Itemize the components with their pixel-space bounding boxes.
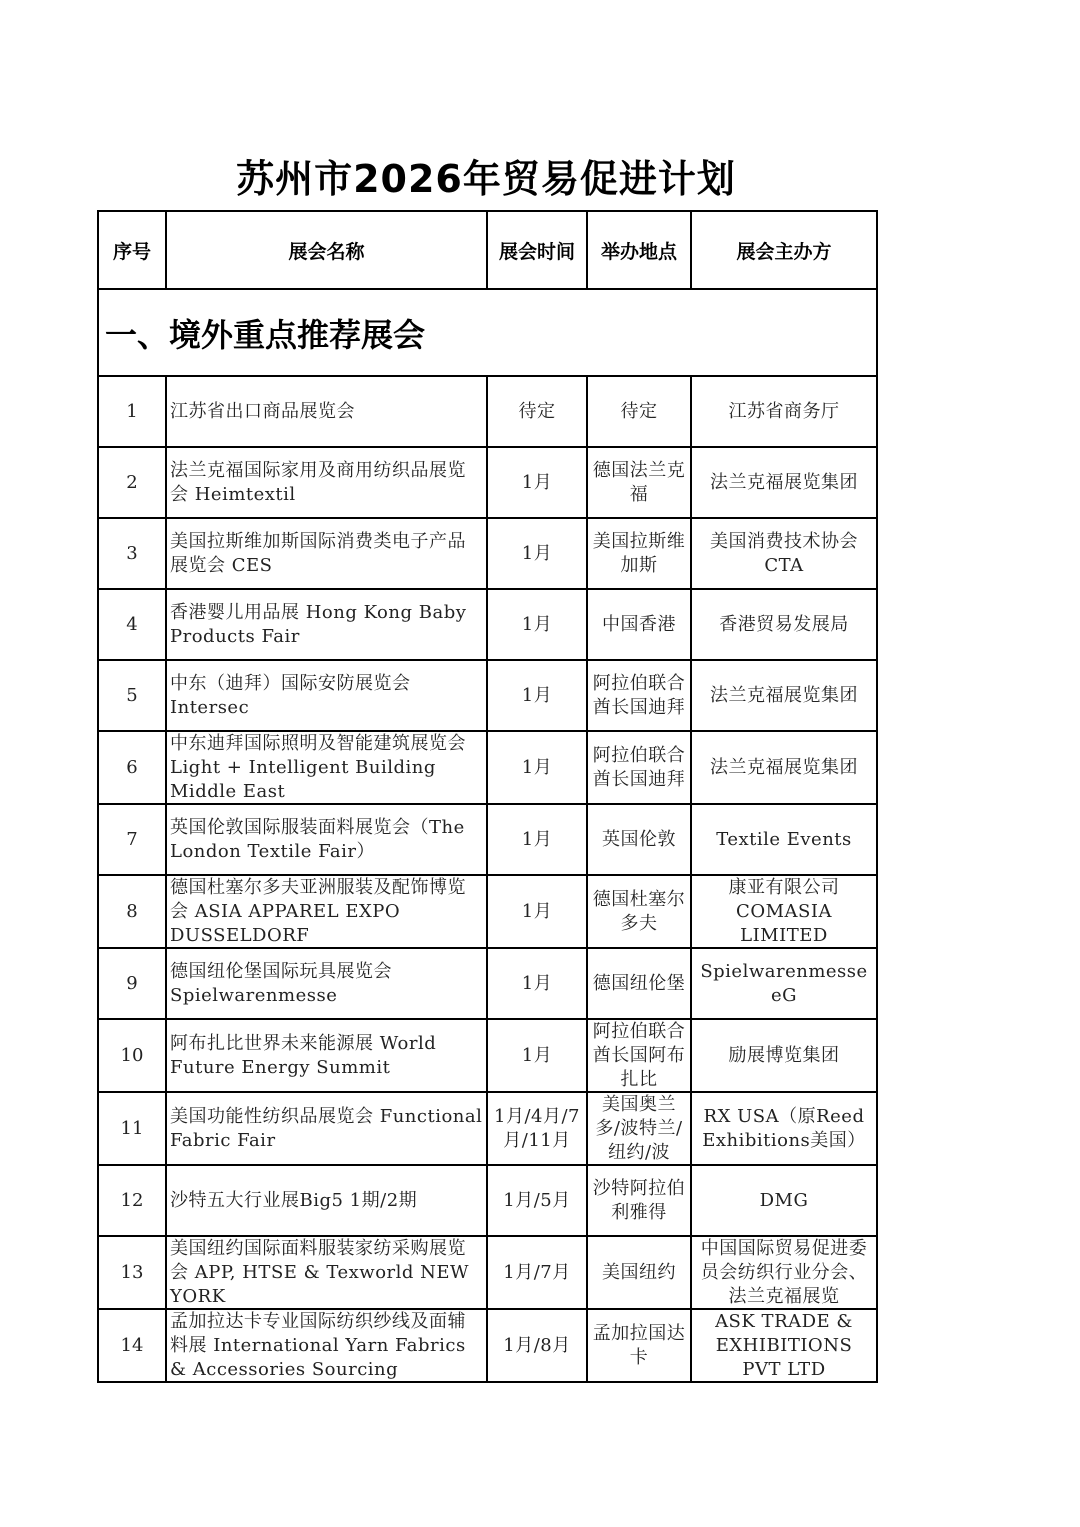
table-row	[98, 1309, 877, 1382]
fair-time: 1月	[521, 828, 553, 850]
fair-name-cell	[166, 731, 487, 804]
table-row	[98, 1165, 877, 1236]
fair-name: 德国纽伦堡国际玩具展览会 Spielwarenmesse	[170, 960, 392, 1006]
fair-location: 阿拉伯联合酋长国阿布扎比	[592, 1021, 686, 1090]
fair-name-cell	[166, 948, 487, 1019]
trade-fair-table	[97, 210, 878, 1383]
fair-location-cell	[587, 731, 691, 804]
fair-organizer: 香港贸易发展局	[719, 613, 849, 635]
fair-time-cell	[487, 731, 587, 804]
page-title: 苏州市2026年贸易促进计划	[236, 157, 736, 201]
row-number-cell: 10	[98, 1019, 166, 1092]
fair-time: 1月	[521, 471, 553, 493]
table-row	[98, 589, 877, 660]
table-row	[98, 518, 877, 589]
fair-name: 法兰克福国际家用及商用纺织品展览会 Heimtextil	[170, 459, 466, 505]
fair-name-cell	[166, 447, 487, 518]
table-row	[98, 948, 877, 1019]
row-number-cell: 1	[98, 376, 166, 447]
fair-time: 1月	[521, 972, 553, 994]
header-organizer: 展会主办方	[691, 211, 877, 289]
fair-organizer: Textile Events	[716, 828, 852, 850]
fair-location-cell	[587, 518, 691, 589]
fair-organizer: 法兰克福展览集团	[710, 471, 858, 493]
fair-time: 1月	[521, 684, 553, 706]
fair-organizer: 江苏省商务厅	[728, 400, 840, 422]
fair-location-cell	[587, 589, 691, 660]
fair-time-cell	[487, 518, 587, 589]
row-number-cell: 12	[98, 1165, 166, 1236]
table-row	[98, 1092, 877, 1165]
row-number-cell: 13	[98, 1236, 166, 1309]
fair-name-cell	[166, 376, 487, 447]
row-number-cell: 14	[98, 1309, 166, 1382]
fair-organizer: 励展博览集团	[728, 1044, 840, 1066]
fair-time: 1月	[521, 900, 553, 922]
fair-time-cell	[487, 1236, 587, 1309]
row-number-cell: 3	[98, 518, 166, 589]
fair-organizer-cell	[691, 948, 877, 1019]
fair-name-cell	[166, 804, 487, 875]
fair-name: 江苏省出口商品展览会	[170, 400, 355, 422]
fair-name: 美国纽约国际面料服装家纺采购展览会 APP, HTSE & Texworld NEW YORK	[170, 1238, 470, 1307]
fair-location: 孟加拉国达卡	[592, 1322, 686, 1368]
row-number-cell: 7	[98, 804, 166, 875]
fair-time: 1月/8月	[503, 1334, 571, 1356]
fair-location: 阿拉伯联合酋长国迪拜	[592, 744, 686, 790]
fair-location: 英国伦敦	[602, 828, 676, 850]
fair-name: 阿布扎比世界未来能源展 World Future Energy Summit	[170, 1032, 437, 1078]
table-header-row	[98, 211, 877, 289]
fair-name: 美国功能性纺织品展览会 Functional Fabric Fair	[170, 1105, 483, 1151]
section-heading: 一、境外重点推荐展会	[98, 289, 877, 376]
fair-time-cell	[487, 376, 587, 447]
table-row	[98, 1236, 877, 1309]
row-number-cell: 2	[98, 447, 166, 518]
fair-time-cell	[487, 804, 587, 875]
fair-name-cell	[166, 1236, 487, 1309]
fair-organizer-cell	[691, 1092, 877, 1165]
fair-location: 中国香港	[602, 613, 676, 635]
fair-organizer: 康亚有限公司 COMASIA LIMITED	[728, 877, 840, 946]
fair-organizer: 美国消费技术协会CTA	[710, 530, 858, 576]
fair-organizer: 中国国际贸易促进委员会纺织行业分会、法兰克福展览	[700, 1238, 868, 1307]
table-row	[98, 875, 877, 948]
fair-location: 德国法兰克福	[592, 459, 686, 505]
fair-location-cell	[587, 1309, 691, 1382]
fair-location-cell	[587, 376, 691, 447]
fair-name: 中东（迪拜）国际安防展览会 Intersec	[170, 672, 411, 718]
fair-location: 美国拉斯维加斯	[592, 530, 686, 576]
fair-organizer-cell	[691, 518, 877, 589]
table-row	[98, 804, 877, 875]
fair-organizer-cell	[691, 1165, 877, 1236]
row-number-cell: 11	[98, 1092, 166, 1165]
fair-time-cell	[487, 948, 587, 1019]
table-row	[98, 660, 877, 731]
fair-organizer-cell	[691, 1236, 877, 1309]
fair-organizer: DMG	[759, 1189, 809, 1211]
fair-name-cell	[166, 518, 487, 589]
fair-time-cell	[487, 1165, 587, 1236]
fair-time-cell	[487, 875, 587, 948]
fair-location: 德国杜塞尔多夫	[592, 888, 686, 934]
header-time: 展会时间	[487, 211, 587, 289]
fair-organizer: ASK TRADE & EXHIBITIONS PVT LTD	[715, 1311, 853, 1380]
fair-location-cell	[587, 660, 691, 731]
fair-organizer-cell	[691, 731, 877, 804]
fair-name: 美国拉斯维加斯国际消费类电子产品展览会 CES	[170, 530, 466, 576]
fair-time-cell	[487, 447, 587, 518]
fair-time-cell	[487, 1092, 587, 1165]
fair-time: 1月/5月	[503, 1189, 571, 1211]
fair-location-cell	[587, 447, 691, 518]
fair-location-cell	[587, 948, 691, 1019]
table-row	[98, 447, 877, 518]
fair-time-cell	[487, 1019, 587, 1092]
fair-location: 德国纽伦堡	[592, 972, 686, 994]
fair-organizer: Spielwarenmesse eG	[700, 960, 868, 1006]
fair-time: 1月	[521, 613, 553, 635]
fair-time: 1月	[521, 756, 553, 778]
fair-organizer: RX USA（原Reed Exhibitions美国）	[702, 1105, 866, 1151]
fair-name: 香港婴儿用品展 Hong Kong Baby Products Fair	[170, 601, 467, 647]
fair-name-cell	[166, 660, 487, 731]
fair-organizer-cell	[691, 875, 877, 948]
fair-name-cell	[166, 875, 487, 948]
row-number-cell: 5	[98, 660, 166, 731]
fair-time-cell	[487, 660, 587, 731]
fair-organizer: 法兰克福展览集团	[710, 756, 858, 778]
fair-time: 待定	[518, 400, 556, 422]
fair-organizer-cell	[691, 376, 877, 447]
fair-name: 德国杜塞尔多夫亚洲服装及配饰博览会 ASIA APPAREL EXPO DUSSELDORF	[170, 877, 466, 946]
fair-name-cell	[166, 1309, 487, 1382]
fair-organizer-cell	[691, 589, 877, 660]
fair-location-cell	[587, 804, 691, 875]
fair-location-cell	[587, 1019, 691, 1092]
fair-name: 孟加拉达卡专业国际纺织纱线及面辅料展 International Yarn Fabrics & Accessories Sourcing	[170, 1311, 466, 1380]
row-number-cell: 8	[98, 875, 166, 948]
fair-time-cell	[487, 589, 587, 660]
header-location: 举办地点	[587, 211, 691, 289]
row-number-cell: 9	[98, 948, 166, 1019]
header-no: 序号	[98, 211, 166, 289]
table-row	[98, 1019, 877, 1092]
fair-location-cell	[587, 1236, 691, 1309]
section-row	[98, 289, 877, 376]
row-number-cell: 6	[98, 731, 166, 804]
fair-name-cell	[166, 1092, 487, 1165]
fair-name: 沙特五大行业展Big5 1期/2期	[170, 1189, 418, 1211]
header-name: 展会名称	[166, 211, 487, 289]
fair-time-cell	[487, 1309, 587, 1382]
fair-time: 1月/4月/7月/11月	[494, 1105, 580, 1151]
fair-organizer-cell	[691, 660, 877, 731]
fair-location-cell	[587, 875, 691, 948]
table-row	[98, 731, 877, 804]
fair-organizer-cell	[691, 1309, 877, 1382]
fair-organizer: 法兰克福展览集团	[710, 684, 858, 706]
fair-name-cell	[166, 1165, 487, 1236]
fair-location: 阿拉伯联合酋长国迪拜	[592, 672, 686, 718]
fair-organizer-cell	[691, 804, 877, 875]
fair-organizer-cell	[691, 447, 877, 518]
fair-name: 中东迪拜国际照明及智能建筑展览会 Light + Intelligent Building Middle East	[170, 733, 466, 802]
fair-location: 美国纽约	[602, 1261, 676, 1283]
fair-location: 待定	[620, 400, 658, 422]
fair-location: 美国奥兰多/波特兰/纽约/波	[595, 1094, 683, 1163]
fair-name-cell	[166, 1019, 487, 1092]
fair-time: 1月	[521, 542, 553, 564]
fair-time: 1月/7月	[503, 1261, 571, 1283]
row-number-cell: 4	[98, 589, 166, 660]
fair-name: 英国伦敦国际服装面料展览会（The London Textile Fair）	[170, 816, 465, 862]
fair-name-cell	[166, 589, 487, 660]
fair-location-cell	[587, 1165, 691, 1236]
fair-organizer-cell	[691, 1019, 877, 1092]
fair-location-cell	[587, 1092, 691, 1165]
fair-location: 沙特阿拉伯利雅得	[592, 1177, 686, 1223]
fair-time: 1月	[521, 1044, 553, 1066]
table-row	[98, 376, 877, 447]
